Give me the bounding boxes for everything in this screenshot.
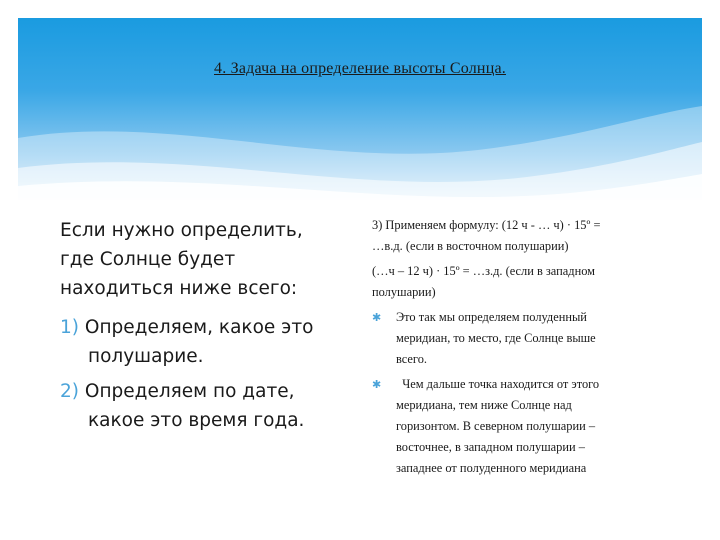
item-text: Определяем, какое это — [84, 317, 314, 338]
item-text: Определяем по дате, — [84, 381, 295, 402]
text-line: меридиана, тем ниже Солнце над — [396, 398, 572, 412]
text-line: …в.д. (если в восточном полушарии) — [372, 239, 569, 253]
list-item — [60, 377, 350, 435]
intro-text — [60, 216, 350, 303]
left-column — [60, 216, 350, 441]
wave-decoration — [18, 18, 702, 200]
intro-line: Если нужно определить, — [60, 220, 303, 241]
slide-title: 4. Задача на определение высоты Солнца. — [214, 60, 506, 77]
text-line: (…ч – 12 ч) · 15º = …з.д. (если в западном — [372, 264, 595, 278]
asterisk-bullet-icon: ✱ — [372, 311, 382, 324]
text-line: полушарии) — [372, 285, 436, 299]
text-line: горизонтом. В северном полушарии – — [396, 419, 596, 433]
list-item — [60, 313, 350, 371]
text-line: 3) Применяем формулу: (12 ч - … ч) · 15º = — [372, 218, 601, 232]
intro-line: находиться ниже всего: — [60, 278, 298, 299]
text-line: Это так мы определяем полуденный — [396, 310, 587, 324]
intro-line: где Солнце будет — [60, 249, 236, 270]
text-line: меридиан, то место, где Солнце выше — [396, 331, 596, 345]
item-number: 2) — [60, 381, 79, 402]
bullet-item — [372, 374, 672, 479]
text-line: западнее от полуденного меридиана — [396, 461, 587, 475]
header-band — [18, 18, 702, 200]
text-line: восточнее, в западном полушарии – — [396, 440, 585, 454]
text-line: Чем дальше точка находится от этого — [396, 377, 600, 391]
asterisk-bullet-icon: ✱ — [372, 378, 382, 391]
bullet-item — [372, 307, 672, 370]
text-line: всего. — [396, 352, 427, 366]
item-text: полушарие. — [88, 346, 204, 367]
item-number: 1) — [60, 317, 79, 338]
formula-west — [372, 261, 672, 303]
formula-east — [372, 215, 672, 257]
right-column — [372, 215, 672, 483]
item-text: какое это время года. — [88, 410, 305, 431]
